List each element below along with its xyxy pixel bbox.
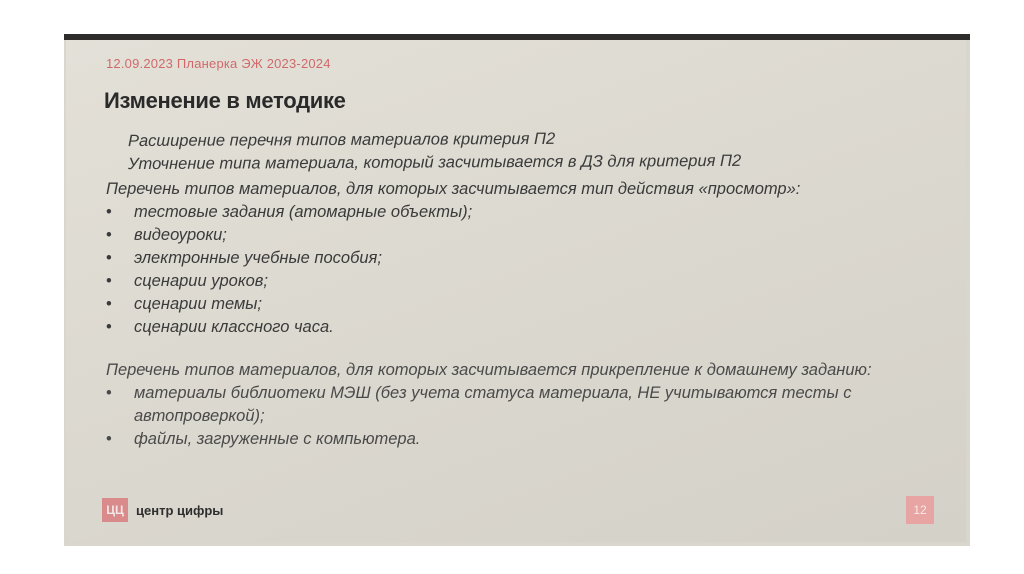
intro-line: Уточнение типа материала, который засчитывается в ДЗ для критерия П2	[128, 151, 742, 174]
slide-title: Изменение в методике	[104, 88, 346, 113]
page-number-badge: 12	[906, 496, 934, 524]
homework-list	[106, 382, 946, 451]
slide-content	[106, 128, 946, 451]
homework-list-heading: Перечень типов материалов, для которых засчитывается прикрепление к домашнему заданию:	[106, 361, 872, 379]
logo-text: центр цифры	[136, 502, 224, 518]
list-item: • файлы, загруженные с компьютера.	[106, 428, 946, 451]
logo-mark-icon: ЦЦ	[102, 498, 128, 522]
intro-line: Расширение перечня типов материалов критерия П2	[128, 129, 556, 151]
list-item: • видеоуроки;	[106, 224, 946, 247]
list-item: • сценарии уроков;	[106, 270, 946, 293]
presentation-slide	[66, 40, 966, 542]
list-item: • тестовые задания (атомарные объекты);	[106, 201, 946, 224]
view-list	[106, 201, 946, 339]
intro-lines	[106, 126, 946, 176]
list-item: • сценарии классного часа.	[106, 316, 946, 339]
list-item: • электронные учебные пособия;	[106, 247, 946, 270]
view-list-heading: Перечень типов материалов, для которых засчитывается тип действия «просмотр»:	[106, 180, 801, 198]
list-item: • сценарии темы;	[106, 293, 946, 316]
slide-header-date: 12.09.2023 Планерка ЭЖ 2023-2024	[106, 56, 331, 71]
footer-logo	[102, 498, 223, 522]
homework-block	[106, 359, 946, 451]
list-item: • материалы библиотеки МЭШ (без учета статуса материала, НЕ учитываются тесты с автопроверкой);	[106, 382, 946, 428]
